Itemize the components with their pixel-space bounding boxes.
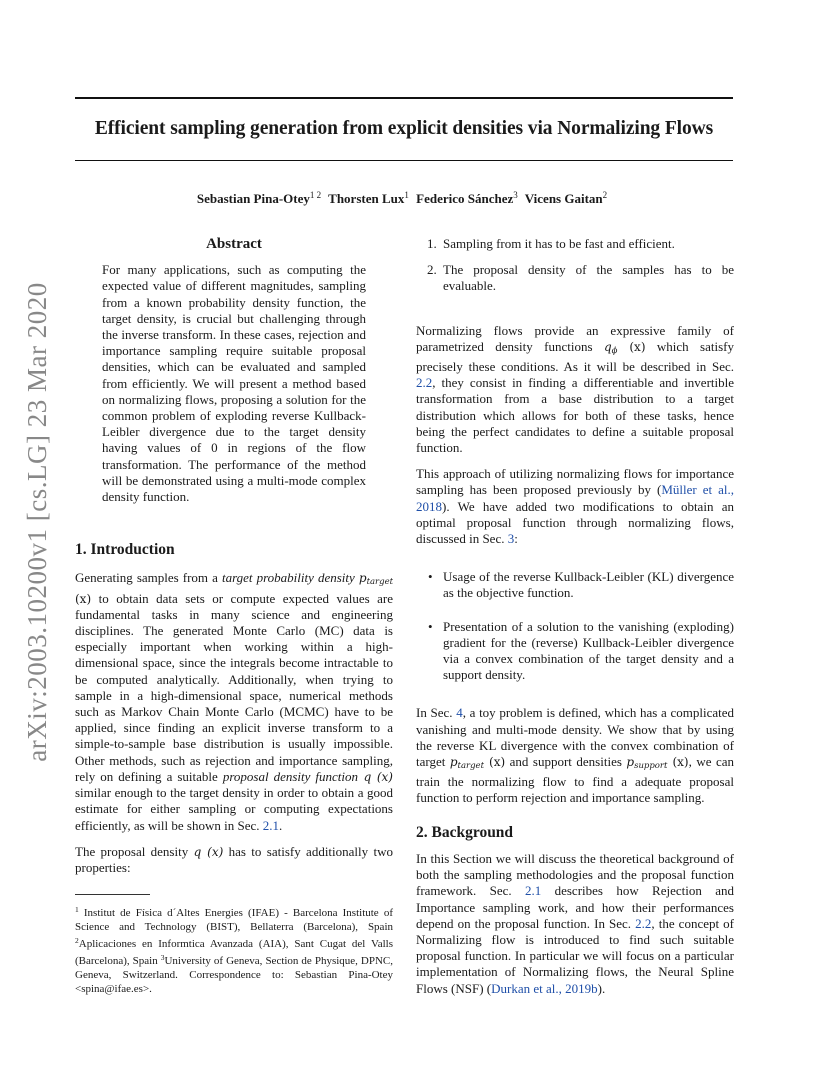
list-item-text: Presentation of a solution to the vanishing (exploding) gradient for the (reverse) Kullback-Leibler divergence via a convex combination of the target density and a support density. <box>443 618 734 683</box>
bullet-icon: • <box>428 569 433 585</box>
section-ref-link[interactable]: 4 <box>456 705 463 721</box>
math-q: q (x) <box>358 769 393 784</box>
math-p-support: $p_{support}$ (x) <box>626 755 689 772</box>
author-list <box>75 190 733 207</box>
right-column <box>416 236 734 997</box>
text-run: similar enough to the target density in order to obtain a good estimate for either sampling or computing expectations efficiently, as will be shown in Sec. <box>75 785 393 833</box>
math-q-phi: $q_\phi$ (x) <box>603 339 646 356</box>
section-ref-link[interactable]: 2.1 <box>262 817 279 833</box>
body-paragraph: This approach of utilizing normalizing flows for importance sampling has been proposed previously by (Müller et al., 2018). We have added two modifications to obtain an optimal proposal function through normalizing flows, discussed in Sec. 3: <box>416 466 734 547</box>
list-item <box>416 619 734 684</box>
property-list <box>416 236 734 295</box>
abstract-text: For many applications, such as computing the expected value of different magnitudes, sampling from a known probability density function, the target density, is crucial but challenging through the inverse transform. In these cases, rejection and importance sampling require suitable proposal densities, which can be evaluated and sampled from efficiently. We will present a method based on normalizing flows, proposing a solution for the common problem of exploding reverse Kullback-Leibler divergence due to the target density having values of 0 in regions of the flow transformation. The performance of the method will be demonstrated using a multi-mode complex density function. <box>102 262 366 505</box>
list-item <box>416 236 734 252</box>
author-affiliation: 3 <box>513 190 518 200</box>
list-number: 2. <box>427 262 437 278</box>
section-ref-link[interactable]: 3 <box>507 531 515 547</box>
author-name: Sebastian Pina-Otey <box>196 191 310 206</box>
abstract-heading: Abstract <box>206 236 262 252</box>
author-name: Thorsten Lux <box>328 191 405 206</box>
text-run: The proposal density <box>75 843 194 859</box>
math-q: q (x) <box>193 844 224 859</box>
paper-title: Efficient sampling generation from explicit densities via Normalizing Flows <box>94 118 714 139</box>
author-name: Federico Sánchez <box>416 191 514 206</box>
math-p-target: $p_{target}$ (x) <box>449 755 506 772</box>
list-item-text: Sampling from it has to be fast and efficient. <box>443 236 675 251</box>
section-ref-link[interactable]: 2.2 <box>635 915 652 931</box>
text-run: has to satisfy additionally two properties: <box>75 843 393 875</box>
text-run: Generating samples from a <box>75 570 222 586</box>
arxiv-identifier: arXiv:2003.10200v1 [cs.LG] 23 Mar 2020 <box>22 282 52 762</box>
emphasis-text: target probability density <box>221 570 355 586</box>
list-item-text: The proposal density of the samples has to be evaluable. <box>443 262 734 294</box>
section-ref-link[interactable]: 2.1 <box>525 883 542 899</box>
author-affiliation: 2 <box>602 190 608 200</box>
section-heading-background: 2. Background <box>416 823 514 841</box>
text-run: . <box>279 817 283 833</box>
intro-paragraph <box>75 570 393 833</box>
footnote-rule <box>75 894 150 895</box>
title-rule-top <box>75 97 733 99</box>
title-rule-bottom <box>75 160 733 161</box>
emphasis-text: proposal density function <box>222 768 359 784</box>
author-affiliation: 1 2 <box>309 190 322 200</box>
author-affiliation: 1 <box>404 190 409 200</box>
math-p-target: $p_{target}$ (x) <box>75 571 394 606</box>
intro-paragraph <box>75 844 393 876</box>
affiliation-footnote: $^1$ Institut de Física d´Altes Energies (IFAE) - Barcelona Institute of Science and Technology (BIST), Bellaterra (Barcelona), Spain $^2$Aplicaciones en Informtica Avanzada (AIA), Sant Cugat del Valls (Barcelona), Spain $^3$University of Geneva, Section de Physique, DPNC, Geneva, Switzerland. Correspondence to: Sebastian Pina-Otey <spina@ifae.es>. <box>75 905 394 996</box>
citation-link[interactable]: Müller et al., 2018 <box>416 482 734 514</box>
bullet-icon: • <box>428 618 433 634</box>
section-ref-link[interactable]: 2.2 <box>416 375 433 391</box>
list-item-text: Usage of the reverse Kullback-Leibler (KL) divergence as the objective function. <box>443 569 734 601</box>
modification-list <box>416 569 734 683</box>
list-number: 1. <box>427 236 437 251</box>
author-name: Vicens Gaitan <box>524 191 603 206</box>
list-item <box>416 569 734 601</box>
list-item <box>416 262 734 294</box>
body-paragraph: In Sec. 4, a toy problem is defined, which has a complicated vanishing and multi-mode density. We show that by using the reverse KL divergence with the convex combination of target $p_{target}$ (x) and support densities $p_{support}$ (x), we can train the normalizing flow to find a adequate proposal function to perform rejection and importance sampling. <box>416 705 735 806</box>
background-paragraph: In this Section we will discuss the theoretical background of both the sampling methodologies and the proposal function framework. Sec. 2.1 describes how Rejection and Importance sampling work, and how their performances depend on the proposal function. In Sec. 2.2, the concept of Normalizing flow is introduced to find such suitable proposal function. In particular we will focus on a particular implementation of Normalizing flows, the Neural Spline Flows (NSF) (Durkan et al., 2019b). <box>416 850 734 996</box>
body-paragraph: Normalizing flows provide an expressive family of parametrized density functions $q_\phi$ (x) which satisfy precisely these conditions. As it will be described in Sec. 2.2, they consist in finding a differentiable and invertible transformation from a base distribution to a target distribution which allows for both of these tasks, hence being the perfect candidates to define a suitable proposal function. <box>416 322 734 456</box>
text-run: to obtain data sets or compute expected values are fundamental tasks in many science and engineering disciplines. The generated Monte Carlo (MC) data is especially important when working within a high-dimensional space, since the integrals become intractable to be computed analytically. Additionally, when trying to sample in a high-dimensional space, numerical methods such as Markov Chain Monte Carlo (MCMC) have to be applied, since finding an explicit inverse transform to a simple-to-sample base distribution is usually impossible. Other methods, such as rejection and importance sampling, rely on defining a suitable <box>75 590 393 784</box>
citation-link[interactable]: Durkan et al., 2019b <box>491 980 598 996</box>
section-heading-introduction: 1. Introduction <box>75 541 175 559</box>
left-column <box>75 236 393 996</box>
